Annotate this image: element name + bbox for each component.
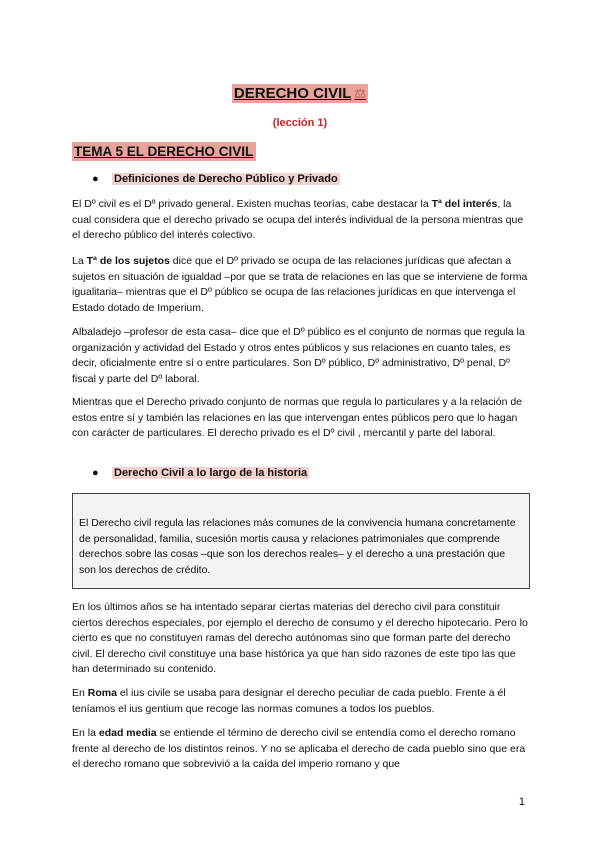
paragraph-1: El Dº civil es el Dº privado general. Existen muchas teorías, cabe destacar la Tª del interés, la cual considera que el derecho privado se ocupa del interés individual de la persona mientras que el derecho público del interés colectivo. — [72, 198, 524, 242]
paragraph-3: Albaladejo –profesor de esta casa– dice que el Dº público es el conjunto de normas que regula la organización y actividad del Estado y otros entes públicos y sus relaciones en cuanto tales, es decir, oficialmente entre sí o entre particulares. Son Dº público, Dº administrativo, Dº penal, Dº fiscal y parte del Dº laboral. — [72, 326, 525, 385]
definition-box — [72, 493, 530, 589]
bullet-heading-2: ● Derecho Civil a lo largo de la historia — [92, 467, 308, 479]
page-number: 1 — [518, 796, 525, 808]
scales-icon: ⚖ — [354, 86, 367, 101]
lesson-subtitle: (lección 1) — [272, 117, 328, 129]
paragraph-4: Mientras que el Derecho privado conjunto de normas que regula lo particulares y a la relación de estos entre sí y también las relaciones en las que intervengan entes públicos pero que lo hagan con carácter de particulares. El derecho privado es el Dº civil , mercantil y parte del laboral. — [72, 396, 523, 440]
document-title: DERECHO CIVIL ⚖ — [233, 85, 367, 102]
bullet-dot: ● — [92, 467, 99, 479]
tema-heading: TEMA 5 EL DERECHO CIVIL — [72, 142, 256, 161]
definition-box-text: El Derecho civil regula las relaciones más comunes de la convivencia humana concretamente de personalidad, familia, sucesión mortis causa y relaciones patrimoniales que comprende derechos sobre las cosas –que son los derechos reales– y el derecho a una prestación que son los derechos de crédito. — [79, 517, 516, 576]
paragraph-7: En la edad media se entiende el término de derecho civil se entendía como el derecho romano frente al derecho de los distintos reinos. Y no se aplicaba el derecho de cada pueblo sino que era el derecho romano que sobrevivió a la caída del imperio romano y que — [72, 727, 526, 771]
bullet-dot: ● — [92, 173, 99, 185]
paragraph-5: En los últimos años se ha intentado separar ciertas materias del derecho civil para constituir ciertos derechos especiales, por ejemplo el derecho de consumo y el derecho hipotecario. Pero lo cierto es que no constituyen ramas del derecho autónomas sino que forman parte del derecho civil. El derecho civil constituye una base histórica ya que han sido razones de este tipo las que han determinado su contenido. — [72, 601, 528, 676]
paragraph-2: La Tª de los sujetos dice que el Dº privado se ocupa de las relaciones jurídicas que afectan a sujetos en situación de igualdad –por que se trata de relaciones en las que se interviene de forma igualitaria– mientras que el Dº público se ocupa de las relaciones jurídicas en que intervenga el Estado dotado de Imperium. — [72, 255, 528, 314]
bullet-heading-1: ● Definiciones de Derecho Público y Privado — [92, 173, 338, 185]
title-container — [0, 84, 600, 103]
paragraph-6: En Roma el ius civile se usaba para designar el derecho peculiar de cada pueblo. Frente a él teníamos el ius gentium que recoge las normas comunes a todos los pueblos. — [72, 687, 506, 715]
